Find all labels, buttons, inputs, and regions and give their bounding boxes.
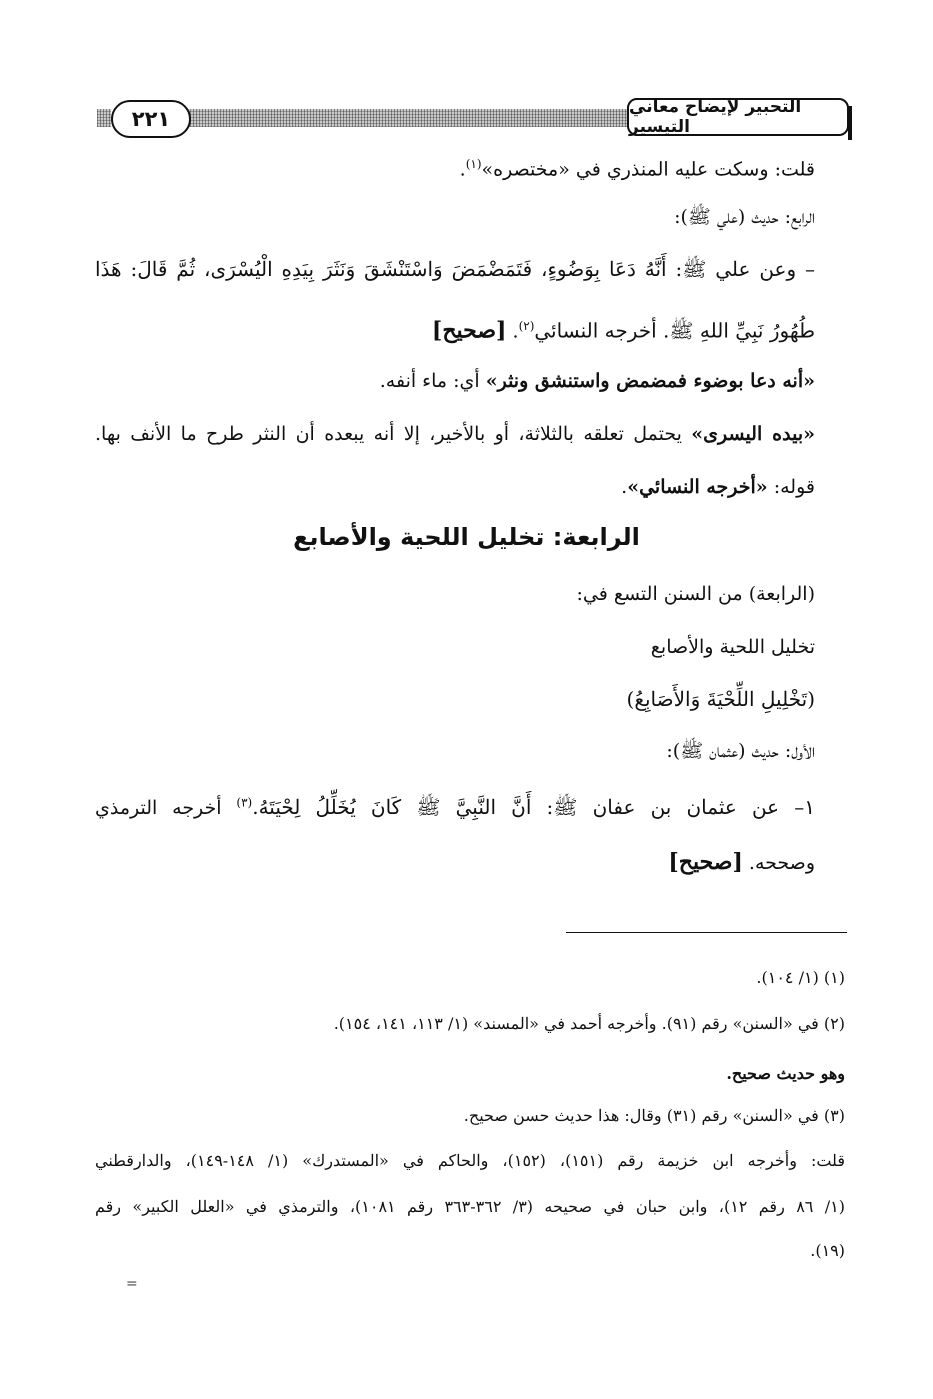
body-line-9: تخليل اللحية والأصابع: [650, 636, 815, 658]
body-line-4: [432, 313, 815, 344]
body-line-6: [95, 421, 815, 447]
text: .: [459, 158, 466, 181]
footnote-3-line-3: [95, 1196, 845, 1218]
body-line-10: (تَخْلِيلِ اللِّحْيَةَ وَالأَصَابِعُ): [626, 687, 815, 711]
body-line-5: [380, 368, 815, 394]
footnote-ref-1[interactable]: (١): [465, 157, 482, 171]
footnote-ref-3[interactable]: (٣): [236, 796, 253, 810]
footnote-3-line-2: [95, 1150, 845, 1172]
text: قوله:: [767, 476, 815, 498]
footnote-ref-2[interactable]: (٢): [518, 319, 535, 333]
body-line-2: الرابع: حديث (علي ﷺ):: [674, 206, 815, 228]
header-ornament-bar: [187, 109, 627, 127]
text: قلت: وسكت عليه المنذري في «مختصره»: [481, 158, 815, 181]
text: (١/ ٨٦ رقم ١٢)، وابن حبان في صحيحه (٣/ ٣٦٢-٣٦٣ رقم ١٠٨١)، والترمذي في «العلل الكبير» رقم: [95, 1197, 846, 1216]
footnote-1: (١) (١/ ١٠٤).: [756, 968, 845, 987]
grade-label: [صحيح]: [668, 849, 743, 875]
hadith-text: ١– عن عثمان بن عفان ﷺ: أَنَّ النَّبِيَّ ﷺ كَانَ يُخَلِّلُ لِحْيَتَهُ.: [252, 795, 815, 820]
footnote-3-line-4: (١٩).: [810, 1241, 845, 1260]
footnote-separator: [566, 932, 847, 933]
body-line-1: [460, 151, 815, 182]
hadith-text: طُهُورُ نَبِيِّ اللهِ ﷺ. أخرجه النسائي: [534, 318, 815, 343]
body-line-11: الأول: حديث (عثمان ﷺ):: [666, 740, 815, 762]
body-line-3: [95, 256, 815, 283]
footnote-3: (٣) في «السنن» رقم (٣١) وقال: هذا حديث حسن صحيح.: [463, 1106, 845, 1125]
text: وصححه.: [742, 852, 815, 874]
body-line-8: (الرابعة) من السنن التسع في:: [576, 583, 815, 605]
quoted-phrase: «أنه دعا بوضوء فمضمض واستنشق ونثر»: [485, 370, 815, 392]
section-heading: الرابعة: تخليل اللحية والأصابع: [293, 523, 640, 551]
text: أخرجه الترمذي: [95, 797, 237, 820]
text: أي: ماء أنفه.: [379, 370, 486, 392]
quoted-phrase: «بيده اليسرى»: [691, 423, 816, 445]
hadith-text: – وعن علي ﷺ: أَنَّهُ دَعَا بِوَضُوءٍ، فَتَمَضْمَضَ وَاسْتَنْشَقَ وَنَثَرَ بِيَدِهِ الْيُسْرَى، ثُمَّ قَالَ: هَذَا: [95, 257, 815, 281]
text: يحتمل تعلقه بالثلاثة، أو بالأخير، إلا أنه يبعده أن النثر طرح ما الأنف بها.: [95, 423, 692, 445]
body-line-13: [668, 849, 815, 876]
footnote-2: (٢) في «السنن» رقم (٩١). وأخرجه أحمد في «المسند» (١/ ١١٣، ١٤١، ١٥٤).: [333, 1014, 845, 1033]
body-line-7: [621, 474, 815, 500]
text: قلت: وأخرجه ابن خزيمة رقم (١٥١)، (١٥٢)، والحاكم في «المستدرك» (١/ ١٤٨-١٤٩)، والدارقطني: [95, 1151, 846, 1170]
text: .: [506, 320, 519, 343]
grade-label: [صحيح]: [431, 317, 507, 344]
page-number: ٢٢١: [111, 100, 191, 138]
scan-mark: =: [126, 1276, 138, 1292]
text: .: [621, 476, 628, 498]
quoted-phrase: «أخرجه النسائي»: [627, 476, 768, 498]
running-header: [97, 98, 849, 140]
footnote-2-note: وهو حديث صحيح.: [726, 1064, 845, 1083]
body-line-12: [95, 790, 815, 821]
header-ornament-left: [97, 109, 111, 127]
running-title: التحبير لإيضاح معاني التيسير: [627, 98, 849, 136]
